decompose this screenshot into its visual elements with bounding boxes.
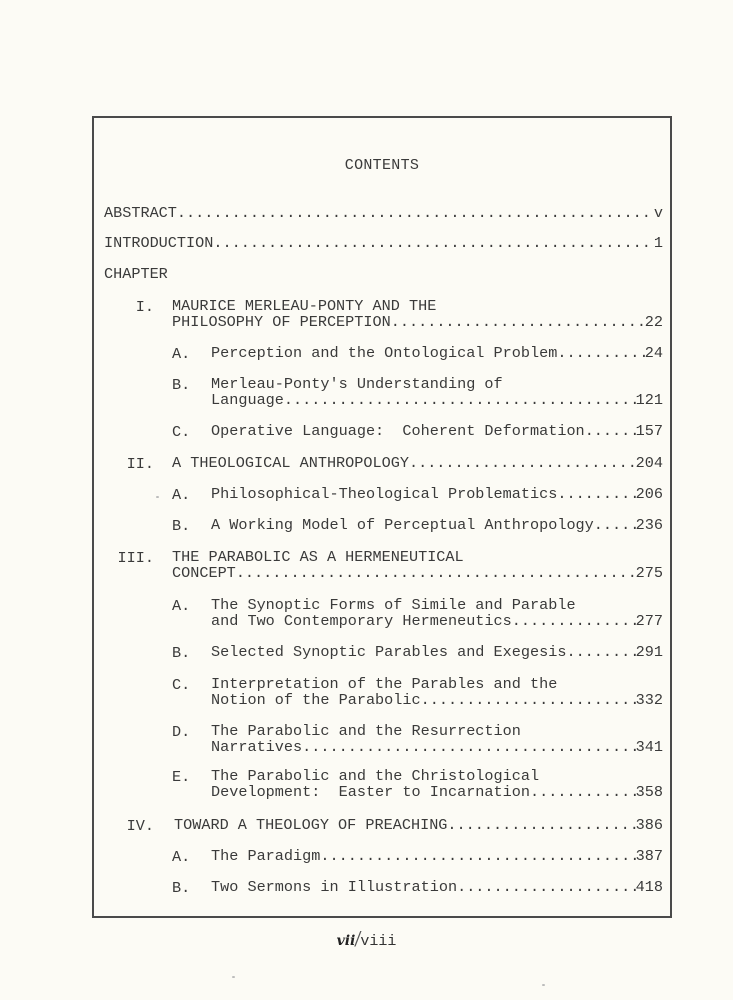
toc-page: 22 [644, 312, 663, 331]
leader-dots [585, 424, 636, 440]
leader-dots [512, 614, 636, 630]
section-letter: A. [172, 345, 191, 363]
leader-dots [447, 818, 635, 834]
toc-title-line: TOWARD A THEOLOGY OF PREACHING [174, 816, 448, 834]
toc-page: 386 [635, 816, 663, 834]
toc-title-line: The Synoptic Forms of Simile and Parable [211, 596, 576, 614]
toc-entry-section-4a[interactable] [211, 849, 663, 865]
toc-title-line: A THEOLOGICAL ANTHROPOLOGY [172, 454, 409, 472]
toc-page: 358 [635, 782, 663, 801]
toc-title-line: MAURICE MERLEAU-PONTY AND THE [172, 297, 437, 315]
toc-title-line: Two Sermons in Illustration [211, 878, 458, 896]
paper-speck [542, 984, 545, 986]
leader-dots [457, 880, 636, 896]
toc-entry-section-3d[interactable] [211, 724, 663, 755]
toc-page: 236 [635, 516, 663, 534]
toc-entry-section-3b[interactable] [211, 645, 663, 661]
section-letter: B. [172, 879, 191, 897]
paper-speck [232, 976, 235, 978]
toc-title-line: PHILOSOPHY OF PERCEPTION [172, 312, 391, 331]
typed-page-number: viii [360, 933, 397, 950]
chapter-numeral: II. [126, 455, 154, 473]
toc-entry-chapter-1[interactable] [172, 299, 663, 330]
section-letter: C. [172, 423, 191, 441]
page-number [0, 929, 733, 954]
toc-title-line: Merleau-Ponty's Understanding of [211, 375, 503, 393]
toc-title-line: CONCEPT [172, 563, 236, 582]
toc-page: 291 [635, 643, 663, 661]
toc-entry-abstract[interactable] [104, 206, 663, 222]
toc-title-line: Operative Language: Coherent Deformation [211, 422, 585, 440]
leader-dots [302, 740, 636, 756]
toc-page: 204 [635, 454, 663, 472]
section-letter: A. [172, 848, 191, 866]
toc-page: v [653, 204, 663, 222]
leader-dots [320, 849, 635, 865]
toc-label: ABSTRACT [104, 204, 177, 222]
toc-title-line: The Paradigm [211, 847, 321, 865]
page-title: CONTENTS [344, 157, 420, 174]
toc-entry-section-3e[interactable] [211, 769, 663, 800]
toc-entry-section-1b[interactable] [211, 377, 663, 408]
toc-page: 24 [644, 344, 663, 362]
toc-title-line: The Parabolic and the Christological [211, 767, 540, 785]
toc-title-line: Perception and the Ontological Problem [211, 344, 558, 362]
leader-dots [177, 206, 654, 222]
toc-title-line: Notion of the Parabolic [211, 690, 421, 709]
chapter-numeral: IV. [126, 817, 154, 835]
toc-title-line: and Two Contemporary Hermeneutics [211, 611, 512, 630]
section-letter: B. [172, 517, 191, 535]
chapter-heading-label: CHAPTER [104, 265, 168, 283]
leader-dots [409, 456, 636, 472]
toc-page: 275 [635, 563, 663, 582]
chapter-numeral: I. [135, 298, 154, 316]
section-letter: B. [172, 644, 191, 662]
toc-page: 206 [635, 485, 663, 503]
toc-page: 418 [635, 878, 663, 896]
leader-dots [421, 693, 636, 709]
section-letter: A. [172, 486, 191, 504]
toc-page: 157 [635, 422, 663, 440]
toc-entry-section-3a[interactable] [211, 598, 663, 629]
leader-dots [213, 236, 654, 252]
section-letter: C. [172, 676, 191, 694]
leader-dots [566, 645, 635, 661]
toc-title-line: Narratives [211, 737, 303, 756]
section-letter: B. [172, 376, 191, 394]
chapter-numeral: III. [117, 549, 154, 567]
toc-title-line: A Working Model of Perceptual Anthropology [211, 516, 594, 534]
toc-title-line: Development: Easter to Incarnation [211, 782, 530, 801]
toc-page: 387 [635, 847, 663, 865]
strike-mark: / [353, 929, 363, 954]
section-letter: A. [172, 597, 191, 615]
toc-entry-section-1a[interactable] [211, 346, 663, 362]
section-letter: E. [172, 768, 191, 786]
leader-dots [557, 346, 644, 362]
toc-entry-introduction[interactable] [104, 236, 663, 252]
toc-entry-section-4b[interactable] [211, 880, 663, 896]
section-letter: D. [172, 723, 191, 741]
leader-dots [236, 566, 636, 582]
toc-label: INTRODUCTION [104, 234, 214, 252]
toc-title-line: Interpretation of the Parables and the [211, 675, 558, 693]
toc-entry-chapter-4[interactable] [174, 818, 663, 834]
leader-dots [530, 785, 636, 801]
toc-entry-chapter-2[interactable] [172, 456, 663, 472]
leader-dots [557, 487, 635, 503]
toc-title-line: Language [211, 390, 284, 409]
leader-dots [284, 393, 636, 409]
leader-dots [594, 518, 636, 534]
contents-frame [92, 116, 672, 918]
toc-page: 121 [635, 390, 663, 409]
toc-title-line: Philosophical-Theological Problematics [211, 485, 558, 503]
chapter-heading [104, 267, 663, 283]
toc-page: 277 [635, 611, 663, 630]
toc-entry-section-3c[interactable] [211, 677, 663, 708]
toc-title-line: The Parabolic and the Resurrection [211, 722, 521, 740]
toc-entry-section-1c[interactable] [211, 424, 663, 440]
paper-speck [156, 496, 159, 498]
handwritten-page-number: vii [336, 933, 356, 949]
toc-entry-section-2a[interactable] [211, 487, 663, 503]
toc-title-line: Selected Synoptic Parables and Exegesis [211, 643, 567, 661]
toc-title-line: THE PARABOLIC AS A HERMENEUTICAL [172, 548, 464, 566]
toc-page: 341 [635, 737, 663, 756]
leader-dots [391, 315, 645, 331]
toc-page: 1 [653, 234, 663, 252]
toc-page: 332 [635, 690, 663, 709]
toc-entry-chapter-3[interactable] [172, 550, 663, 581]
toc-entry-section-2b[interactable] [211, 518, 663, 534]
